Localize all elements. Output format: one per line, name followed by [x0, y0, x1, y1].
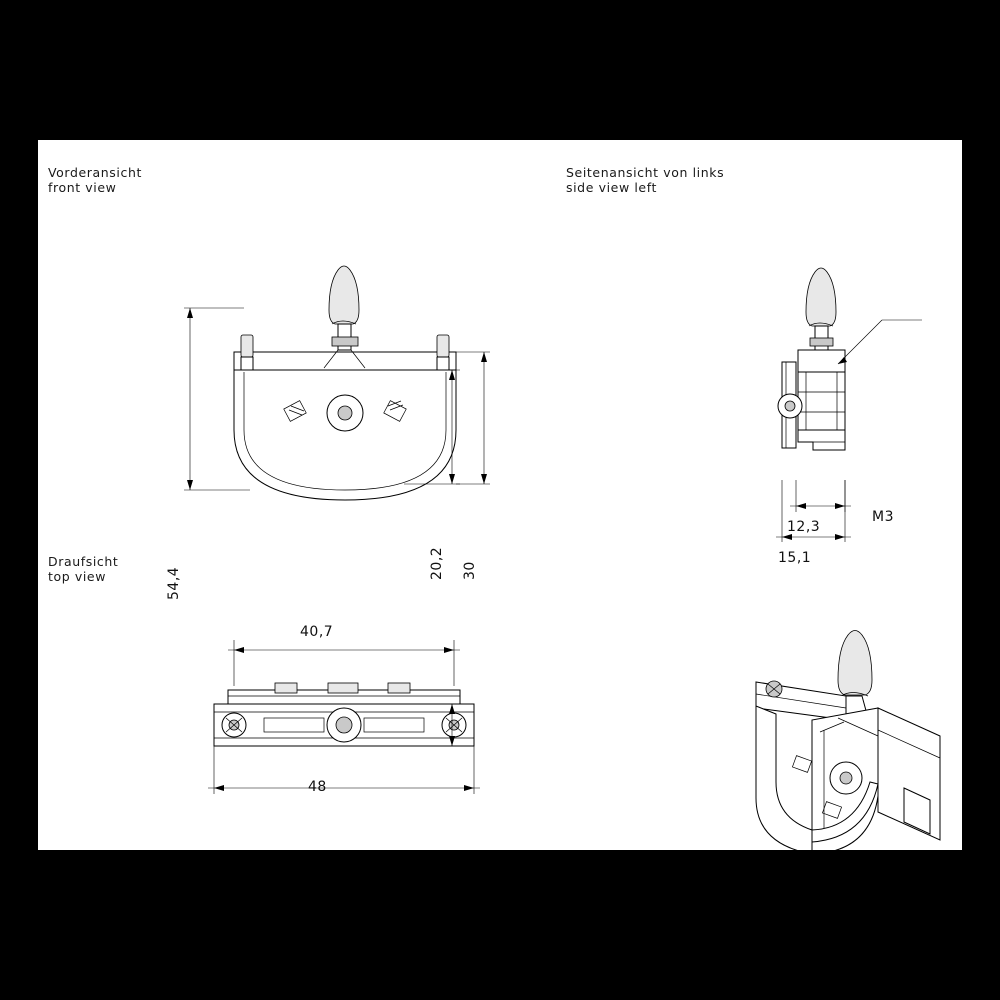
dim-top-overall-width: 48	[308, 779, 327, 795]
drawing-geometry	[38, 140, 962, 850]
dim-top-hole-spacing: 40,7	[300, 624, 334, 640]
dim-side-inner-depth: 12,3	[787, 519, 821, 535]
front-view-geometry	[184, 266, 490, 500]
top-view-label-en: top view	[48, 569, 107, 584]
side-view-label-en: side view left	[566, 180, 657, 195]
dim-side-outer-depth: 15,1	[778, 550, 812, 566]
side-view-geometry	[776, 268, 922, 542]
dim-front-body-height: 20,2	[429, 546, 445, 580]
dim-front-overall-height: 54,4	[166, 566, 182, 600]
dim-side-thread: M3	[872, 509, 894, 525]
front-view-label-de: Vorderansicht	[48, 165, 142, 180]
front-view-label-en: front view	[48, 180, 117, 195]
side-view-label-de: Seitenansicht von links	[566, 165, 725, 180]
dim-front-mount-height: 30	[462, 561, 478, 580]
drawing-sheet	[38, 140, 962, 850]
iso-view-geometry	[756, 631, 940, 851]
top-view-geometry	[208, 640, 480, 794]
top-view-label-de: Draufsicht	[48, 554, 119, 569]
